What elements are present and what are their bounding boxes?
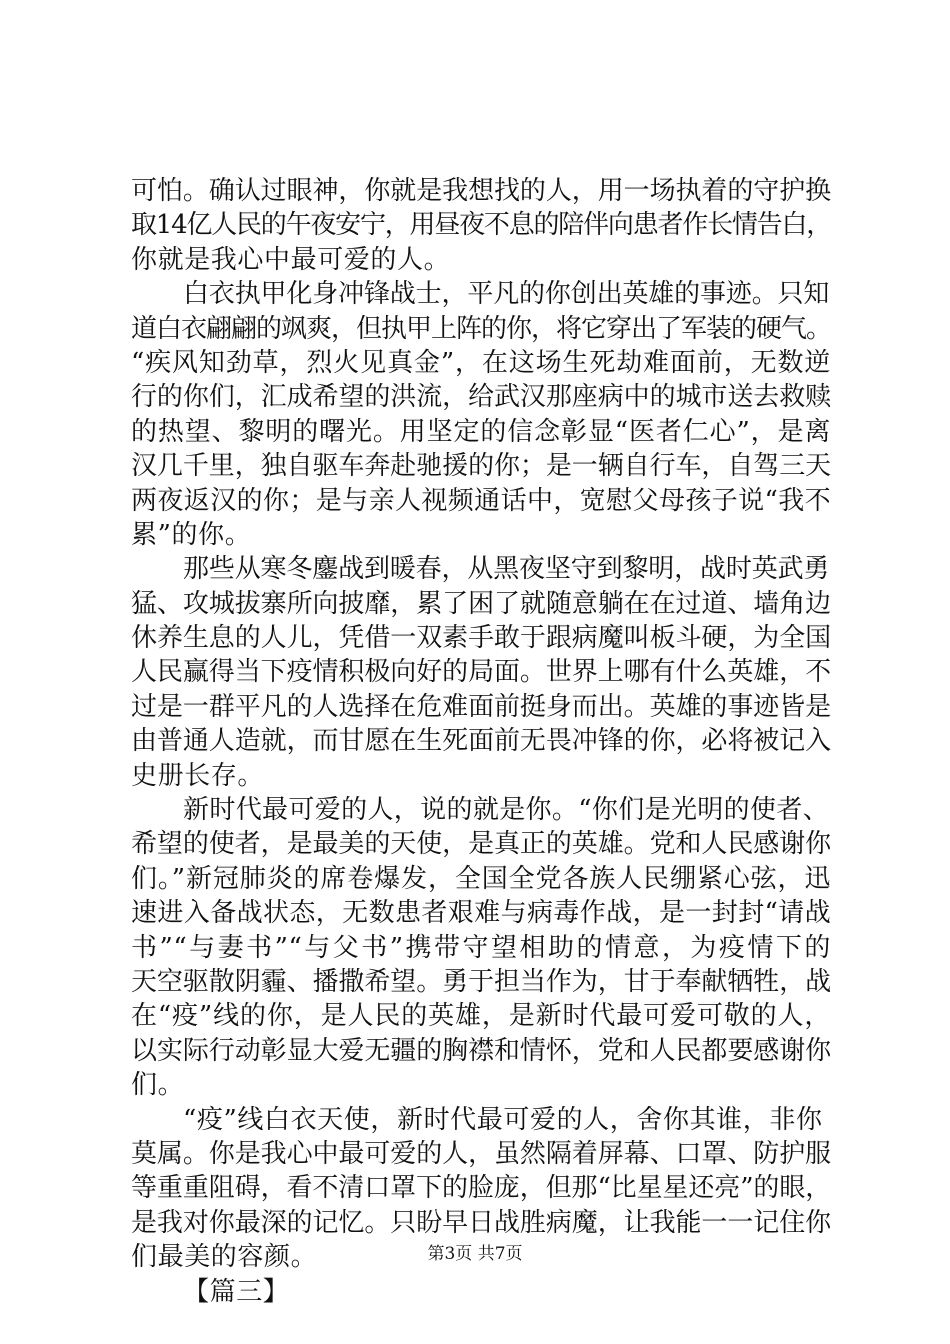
text-line: 史册长存。 bbox=[131, 760, 265, 791]
text-line: 猛、攻城拔寨所向披靡，累了困了就随意躺在在过道、墙角边 bbox=[131, 588, 831, 619]
text-line: 白衣执甲化身冲锋战士，平凡的你创出英雄的事迹。只知 bbox=[183, 279, 830, 310]
text-line: 道白衣翩翩的飒爽，但执甲上阵的你，将它穿出了军装的硬气。 bbox=[131, 313, 832, 344]
text-line: 新时代最可爱的人，说的就是你。“你们是光明的使者、 bbox=[183, 795, 830, 826]
text-line: 人民赢得当下疫情积极向好的局面。世界上哪有什么英雄，不 bbox=[131, 657, 831, 688]
text-line: “疫”线白衣天使，新时代最可爱的人，舍你其谁，非你 bbox=[183, 1104, 823, 1135]
text-line: 天空驱散阴霾、播撒希望。勇于担当作为，甘于奉献牺牲，战 bbox=[131, 966, 831, 997]
text-line: 是我对你最深的记忆。只盼早日战胜病魔，让我能一一记住你 bbox=[131, 1207, 831, 1238]
text-line: 在“疫”线的你，是人民的英雄，是新时代最可爱可敬的人， bbox=[131, 1001, 831, 1032]
page-number-footer: 第3页 共7页 bbox=[427, 1244, 523, 1264]
text-line: 可怕。确认过眼神，你就是我想找的人，用一场执着的守护换 bbox=[131, 176, 831, 206]
text-line: 你就是我心中最可爱的人。 bbox=[131, 244, 451, 275]
text-line: 等重重阻碍，看不清口罩下的脸庞，但那“比星星还亮”的眼， bbox=[131, 1173, 831, 1204]
text-line: 两夜返汉的你；是与亲人视频通话中，宽慰父母孩子说“我不 bbox=[131, 485, 831, 516]
text-line: 们。”新冠肺炎的席卷爆发，全国全党各族人民绷紧心弦，迅 bbox=[131, 863, 831, 894]
text-line: 行的你们，汇成希望的洪流，给武汉那座病中的城市送去救赎 bbox=[131, 382, 831, 413]
text-line: 们最美的容颜。 bbox=[131, 1242, 318, 1273]
text-line: 的热望、黎明的曙光。用坚定的信念彰显“医者仁心”，是离 bbox=[131, 416, 831, 447]
text-line: 汉几千里，独自驱车奔赴驰援的你；是一辆自行车，自驾三天 bbox=[131, 451, 831, 482]
text-line: 以实际行动彰显大爱无疆的胸襟和情怀，党和人民都要感谢你 bbox=[131, 1035, 831, 1066]
document-body bbox=[131, 174, 831, 1309]
text-line: 希望的使者，是最美的天使，是真正的英雄。党和人民感谢你 bbox=[131, 829, 831, 860]
text-line: 莫属。你是我心中最可爱的人，虽然隔着屏幕、口罩、防护服 bbox=[131, 1138, 831, 1169]
text-line: 累”的你。 bbox=[131, 519, 252, 550]
text-line: 休养生息的人儿，凭借一双素手敢于跟病魔叫板斗硬，为全国 bbox=[131, 623, 831, 654]
text-line: 书”“与妻书”“与父书”携带守望相助的情意，为疫情下的 bbox=[131, 932, 831, 963]
text-line: 取14亿人民的午夜安宁，用昼夜不息的陪伴向患者作长情告白， bbox=[131, 210, 831, 241]
section-heading: 【篇三】 bbox=[183, 1276, 290, 1307]
text-line: 由普通人造就，而甘愿在生死面前无畏冲锋的你，必将被记入 bbox=[131, 726, 831, 757]
text-line: 们。 bbox=[131, 1070, 185, 1101]
text-line: 速进入备战状态，无数患者艰难与病毒作战，是一封封“请战 bbox=[131, 898, 831, 929]
text-line: 那些从寒冬鏖战到暖春，从黑夜坚守到黎明，战时英武勇 bbox=[183, 554, 830, 585]
text-line: 过是一群平凡的人选择在危难面前挺身而出。英雄的事迹皆是 bbox=[131, 691, 831, 722]
text-line: “疾风知劲草，烈火见真金”，在这场生死劫难面前，无数逆 bbox=[131, 347, 831, 378]
